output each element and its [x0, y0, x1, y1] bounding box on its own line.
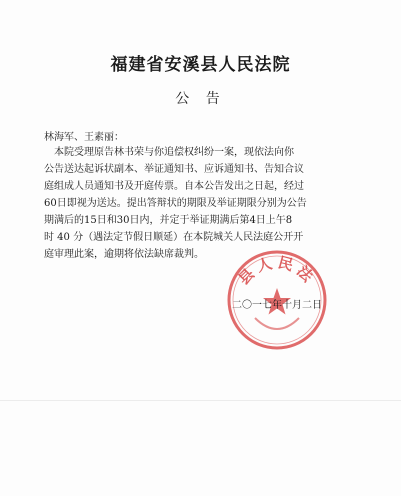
body-line: 公告送达起诉状副本、举证通知书、应诉通知书、告知合议 [44, 164, 304, 175]
page-fold-line [0, 400, 401, 401]
body-line: 60日即视为送达。提出答辩状的期限及举证期限分别为公告 [44, 198, 307, 209]
court-name: 福建省安溪县人民法院 [110, 55, 291, 75]
body-line: 时 40 分（遇法定节假日顺延）在本院城关人民法庭公开开 [44, 232, 304, 243]
notice-date: 二〇一七年十月二日 [232, 300, 322, 311]
addressee: 林海军、王素丽： [44, 132, 124, 143]
svg-text:县人民法 [235, 253, 320, 288]
seal-text: 县人民法 [234, 253, 320, 289]
notice-title: 公 告 [175, 91, 226, 107]
body-line: 本院受理原告林书荣与你追偿权纠纷一案，现依法向你 [54, 147, 294, 158]
body-line: 庭审理此案，逾期将依法缺席裁判。 [44, 249, 204, 260]
body-line: 庭组成人员通知书及开庭传票。自本公告发出之日起，经过 [44, 181, 304, 192]
body-line: 期满后的15日和30日内，并定于举证期满后第4日上午8 [44, 215, 293, 226]
